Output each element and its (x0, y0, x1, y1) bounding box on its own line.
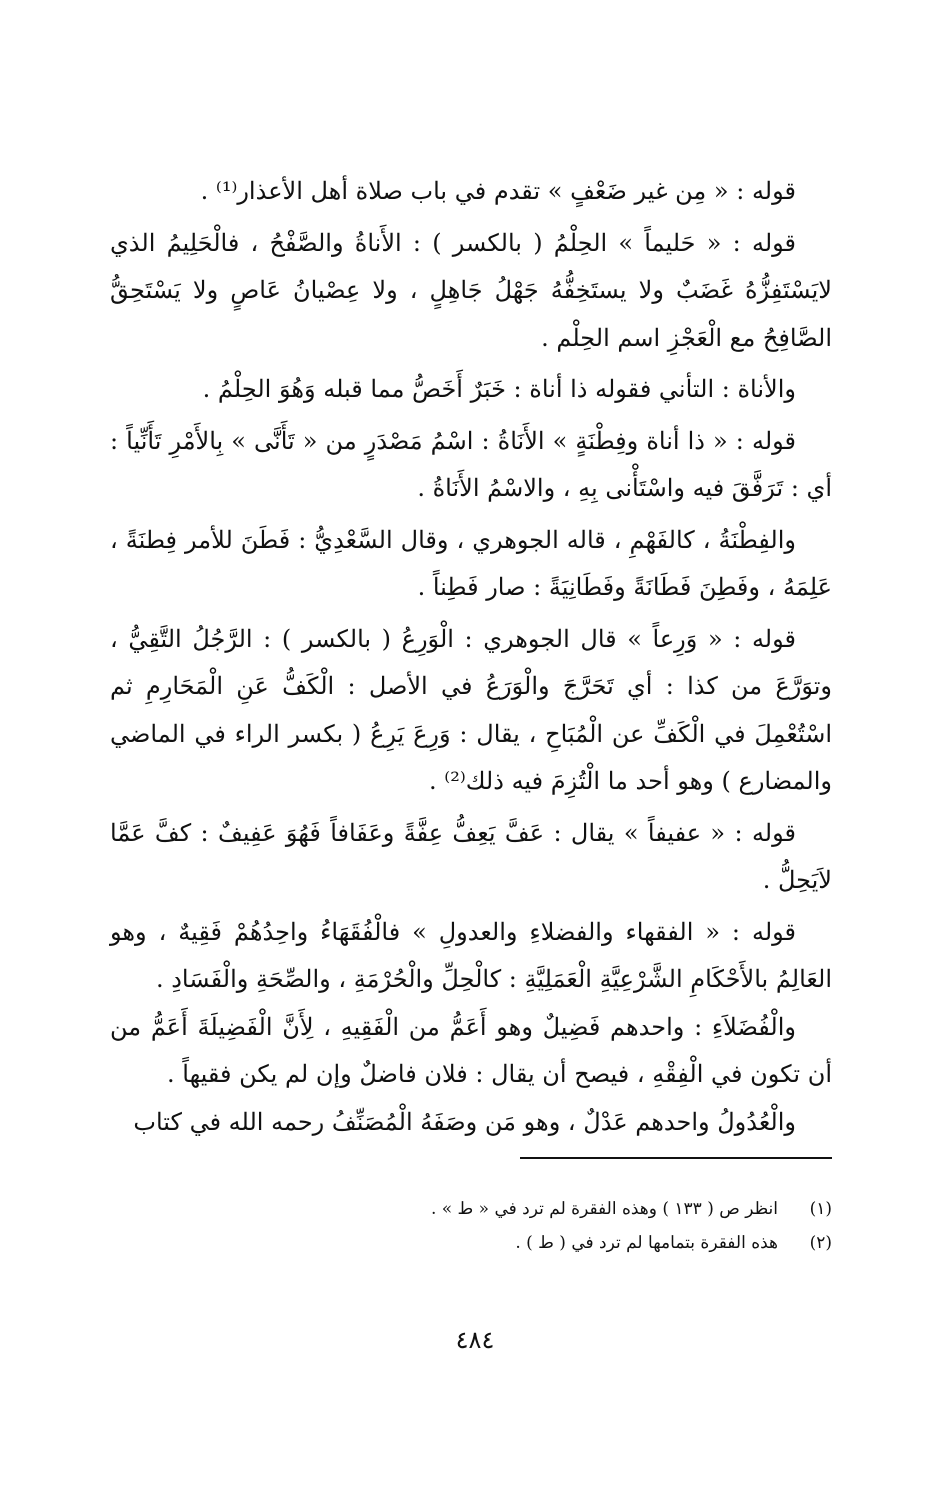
paragraph-min-ghayr-daf: قوله : « مِن غير ضَعْفٍ » تقدم في باب صلاة أهل الأعذار⁽¹⁾ . (200, 177, 796, 205)
page-number: ٤٨٤ (455, 1326, 495, 1354)
footnotes (110, 1192, 832, 1260)
main-text-body (110, 168, 832, 1146)
footnote-2-number: (٢) (809, 1233, 832, 1253)
footnote-2-text: هذه الفقرة بتمامها لم ترد في ( ط ) . (515, 1233, 778, 1253)
paragraph-dha-anat-wa-fitna: قوله : « ذا أناة وفِطْنَةٍ » الأَنَاةُ : اسْمُ مَصْدَرٍ من « تَأَنَّى » بِالأَمْرِ تَأَنِّياً : أي : تَرَفَّقَ فيه واسْتَأْنى بِهِ ، والاسْمُ الأَنَاةُ . (110, 426, 832, 502)
paragraph-al-udul: والْعُدُولُ واحدهم عَدْلٌ ، وهو مَن وصَفَهُ الْمُصَنِّفُ رحمه الله في كتاب (133, 1107, 796, 1136)
paragraph-afifan: قوله : « عفيفاً » يقال : عَفَّ يَعِفُّ عِفَّةً وعَفَافاً فَهُوَ عَفِيفٌ : كفَّ عَمَّا لاَيَحِلُّ . (110, 818, 832, 894)
footnote-2 (110, 1226, 832, 1260)
paragraph-al-fitna: والفِطْنَةُ ، كالفَهْمِ ، قاله الجوهري ، وقال السَّعْدِيُّ : فَطَنَ للأمر فِطنَةً ، عَلِمَهُ ، وفَطِنَ فَطَانَةً وفَطَانِيَةً : صار فَطِناً . (110, 525, 832, 601)
paragraph-al-anat: والأناة : التأني فقوله ذا أناة : خَبَرٌ أَخَصُّ مما قبله وَهُوَ الحِلْمُ . (202, 375, 796, 403)
footnote-divider (520, 1157, 832, 1159)
footnote-1-text: انظر ص ( ١٣٣ ) وهذه الفقرة لم ترد في « ط » . (430, 1199, 778, 1219)
paragraph-haliman: قوله : « حَليماً » الحِلْمُ ( بالكسر ) : الأَناةُ والصَّفْحُ ، فالْحَلِيمُ الذي لايَسْتَفِزُّهُ غَضَبٌ ولا يستَخِفُّهُ جَهْلُ جَاهِلٍ ، ولا عِصْيانُ عَاصٍ ولا يَسْتَحِقُّ الصَّافِحُ مع الْعَجْزِ اسم الحِلْم . (110, 228, 832, 352)
paragraph-al-fudala: والْفُضَلاَءِ : واحدهم فَضِيلٌ وهو أَعَمُّ من الْفَقِيهِ ، لِأَنَّ الْفَضِيلَةَ أَعَمُّ من أن تكون في الْفِقْهِ ، فيصح أن يقال : فلان فاضلٌ وإن لم يكن فقيهاً . (110, 1012, 832, 1088)
paragraph-wariaan: قوله : « وَرِعاً » قال الجوهري : الْوَرِعُ ( بالكسر ) : الرَّجُلُ التَّقِيُّ ، وتوَرَّعَ من كذا : أي تَحَرَّجَ والْوَرَعُ في الأصل : الْكَفُّ عَنِ الْمَحَارِمِ ثم اسْتُعْمِلَ في الْكَفِّ عن الْمُبَاحِ ، يقال : وَرِعَ يَرِعُ ( بكسر الراء في الماضي والمضارع ) وهو أحد ما الْتُزِمَ فيه ذلك⁽²⁾ . (110, 624, 832, 795)
footnote-1 (110, 1192, 832, 1226)
paragraph-fuqaha-fudala-udul: قوله : « الفقهاء والفضلاءِ والعدولِ » فالْفُقَهَاءُ واحِدُهُمْ فَقِيهٌ ، وهو العَالِمُ بالأَحْكَامِ الشَّرْعِيَّةِ الْعَمَلِيَّةِ : كالْحِلِّ والْحُرْمَةِ ، والصِّحَةِ والْفَسَادِ . (110, 917, 832, 993)
footnote-1-number: (١) (809, 1199, 832, 1219)
